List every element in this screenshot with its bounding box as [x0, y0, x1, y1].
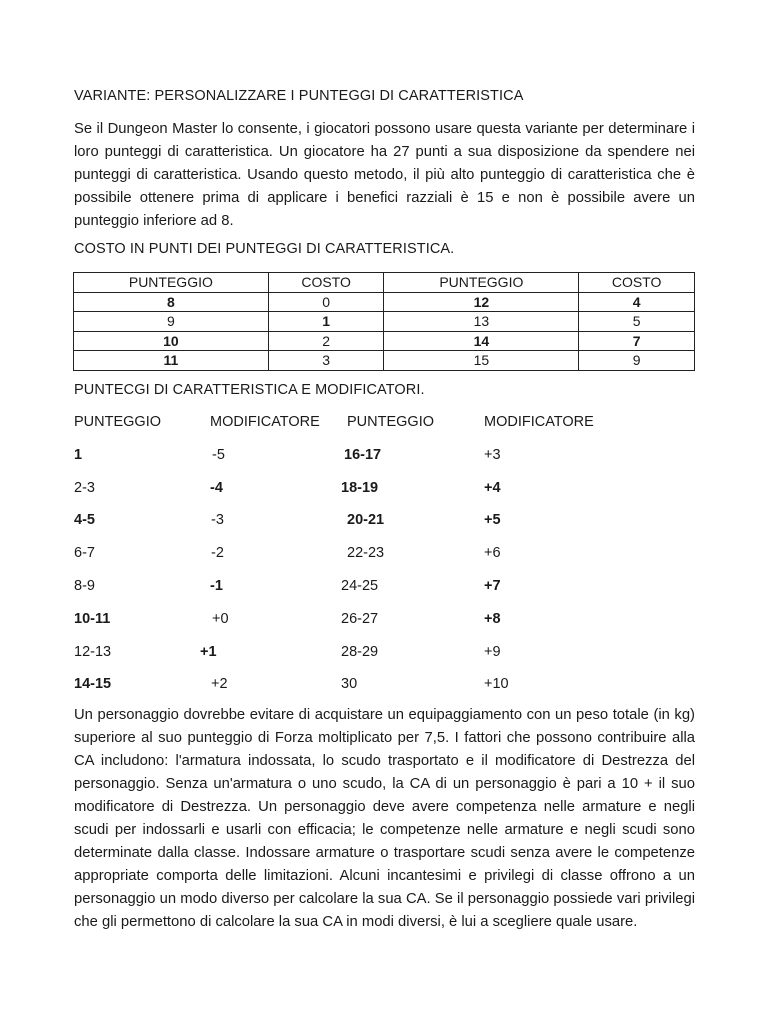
table-cell: 9: [579, 351, 695, 371]
score-cell: 8-9: [74, 578, 95, 594]
cost-table: [73, 272, 695, 371]
modifier-cell: +10: [484, 676, 509, 692]
score-cell: 16-17: [344, 447, 382, 463]
modifier-cell: +7: [484, 578, 501, 594]
table-cell: 12: [384, 292, 579, 312]
intro-paragraph: Se il Dungeon Master lo consente, i giocatori possono usare questa variante per determinare i loro punteggi di caratteristica. Un giocatore ha 27 punti a sua disposizione da spendere nei punteggi di caratteristica. Usando questo metodo, il più alto punteggio di caratteristica che è possibile ottenere prima di applicare i benefici razziali è 15 e non è possibile avere un punteggio inferiore ad 8.: [74, 121, 695, 229]
score-cell: 2-3: [74, 480, 95, 496]
table-cell: 10: [74, 331, 269, 351]
score-cell: 10-11: [74, 611, 111, 627]
modifier-cell: +3: [484, 447, 501, 463]
table-cell: 0: [268, 292, 384, 312]
table-cell: 14: [384, 331, 579, 351]
modifier-cell: +9: [484, 644, 501, 660]
modifier-cell: -5: [212, 447, 225, 463]
modifier-cell: +1: [200, 644, 217, 660]
column-header: PUNTEGGIO: [74, 273, 269, 293]
score-cell: 26-27: [341, 611, 379, 627]
table-cell: 3: [268, 351, 384, 371]
table-cell: 9: [74, 312, 269, 332]
table-row: [74, 292, 695, 312]
modifier-cell: -3: [211, 512, 224, 528]
table-header-row: [74, 273, 695, 293]
modifier-cell: -2: [211, 545, 224, 561]
modifier-cell: +0: [212, 611, 229, 627]
table-cell: 13: [384, 312, 579, 332]
column-header: PUNTEGGIO: [384, 273, 579, 293]
score-cell: 22-23: [347, 545, 385, 561]
modifier-table-heading: PUNTECGI DI CARATTERISTICA E MODIFICATORI.: [74, 382, 425, 398]
table-cell: 4: [579, 292, 695, 312]
table-row: [74, 312, 695, 332]
closing-paragraph: Un personaggio dovrebbe evitare di acquistare un equipaggiamento con un peso totale (in kg) superiore al suo punteggio di Forza moltiplicato per 7,5. I fattori che possono contribuire alla CA includono: l'armatura indossata, lo scudo trasportato e il modificatore di Destrezza del personaggio. Senza un'armatura o uno scudo, la CA di un personaggio è pari a 10 + il suo modificatore di Destrezza. Un personaggio deve avere competenza nelle armature e negli scudi per indossarli e usarli con efficacia; le competenze nelle armature e negli scudi sono determinate dalla classe. Indossare armature o trasportare scudi senza avere le competenze appropriate comporta delle limitazioni. Alcuni incantesimi e privilegi di classe offrono a un personaggio un modo diverso per calcolare la sua CA. Se il personaggio possiede vari privilegi che gli permettono di calcolare la sua CA in modi diversi, è lui a scegliere quale usare.: [74, 707, 695, 930]
table-cell: 7: [579, 331, 695, 351]
score-cell: 20-21: [347, 512, 385, 528]
score-cell: 1: [74, 447, 83, 463]
table-cell: 11: [74, 351, 269, 371]
column-header: MODIFICATORE: [210, 414, 320, 430]
score-cell: 28-29: [341, 644, 379, 660]
modifier-cell: +4: [484, 480, 501, 496]
table-row: [74, 331, 695, 351]
table-row: [74, 351, 695, 371]
column-header: MODIFICATORE: [484, 414, 594, 430]
page-title: VARIANTE: PERSONALIZZARE I PUNTEGGI DI CARATTERISTICA: [74, 88, 524, 104]
column-header: PUNTEGGIO: [74, 414, 162, 430]
column-header: PUNTEGGIO: [347, 414, 435, 430]
score-cell: 4-5: [74, 512, 95, 528]
column-header: COSTO: [579, 273, 695, 293]
modifier-cell: +6: [484, 545, 501, 561]
modifier-cell: +5: [484, 512, 501, 528]
table-cell: 8: [74, 292, 269, 312]
modifier-cell: +8: [484, 611, 501, 627]
table-cell: 15: [384, 351, 579, 371]
score-cell: 14-15: [74, 676, 112, 692]
score-cell: 6-7: [74, 545, 95, 561]
score-cell: 12-13: [74, 644, 112, 660]
column-header: COSTO: [268, 273, 384, 293]
table-cell: 1: [268, 312, 384, 332]
modifier-cell: -1: [210, 578, 223, 594]
table-cell: 5: [579, 312, 695, 332]
table-cell: 2: [268, 331, 384, 351]
score-cell: 24-25: [341, 578, 379, 594]
cost-table-heading: COSTO IN PUNTI DEI PUNTEGGI DI CARATTERISTICA.: [74, 241, 455, 257]
modifier-cell: +2: [211, 676, 228, 692]
score-cell: 18-19: [341, 480, 379, 496]
score-cell: 30: [341, 676, 358, 692]
modifier-cell: -4: [210, 480, 223, 496]
